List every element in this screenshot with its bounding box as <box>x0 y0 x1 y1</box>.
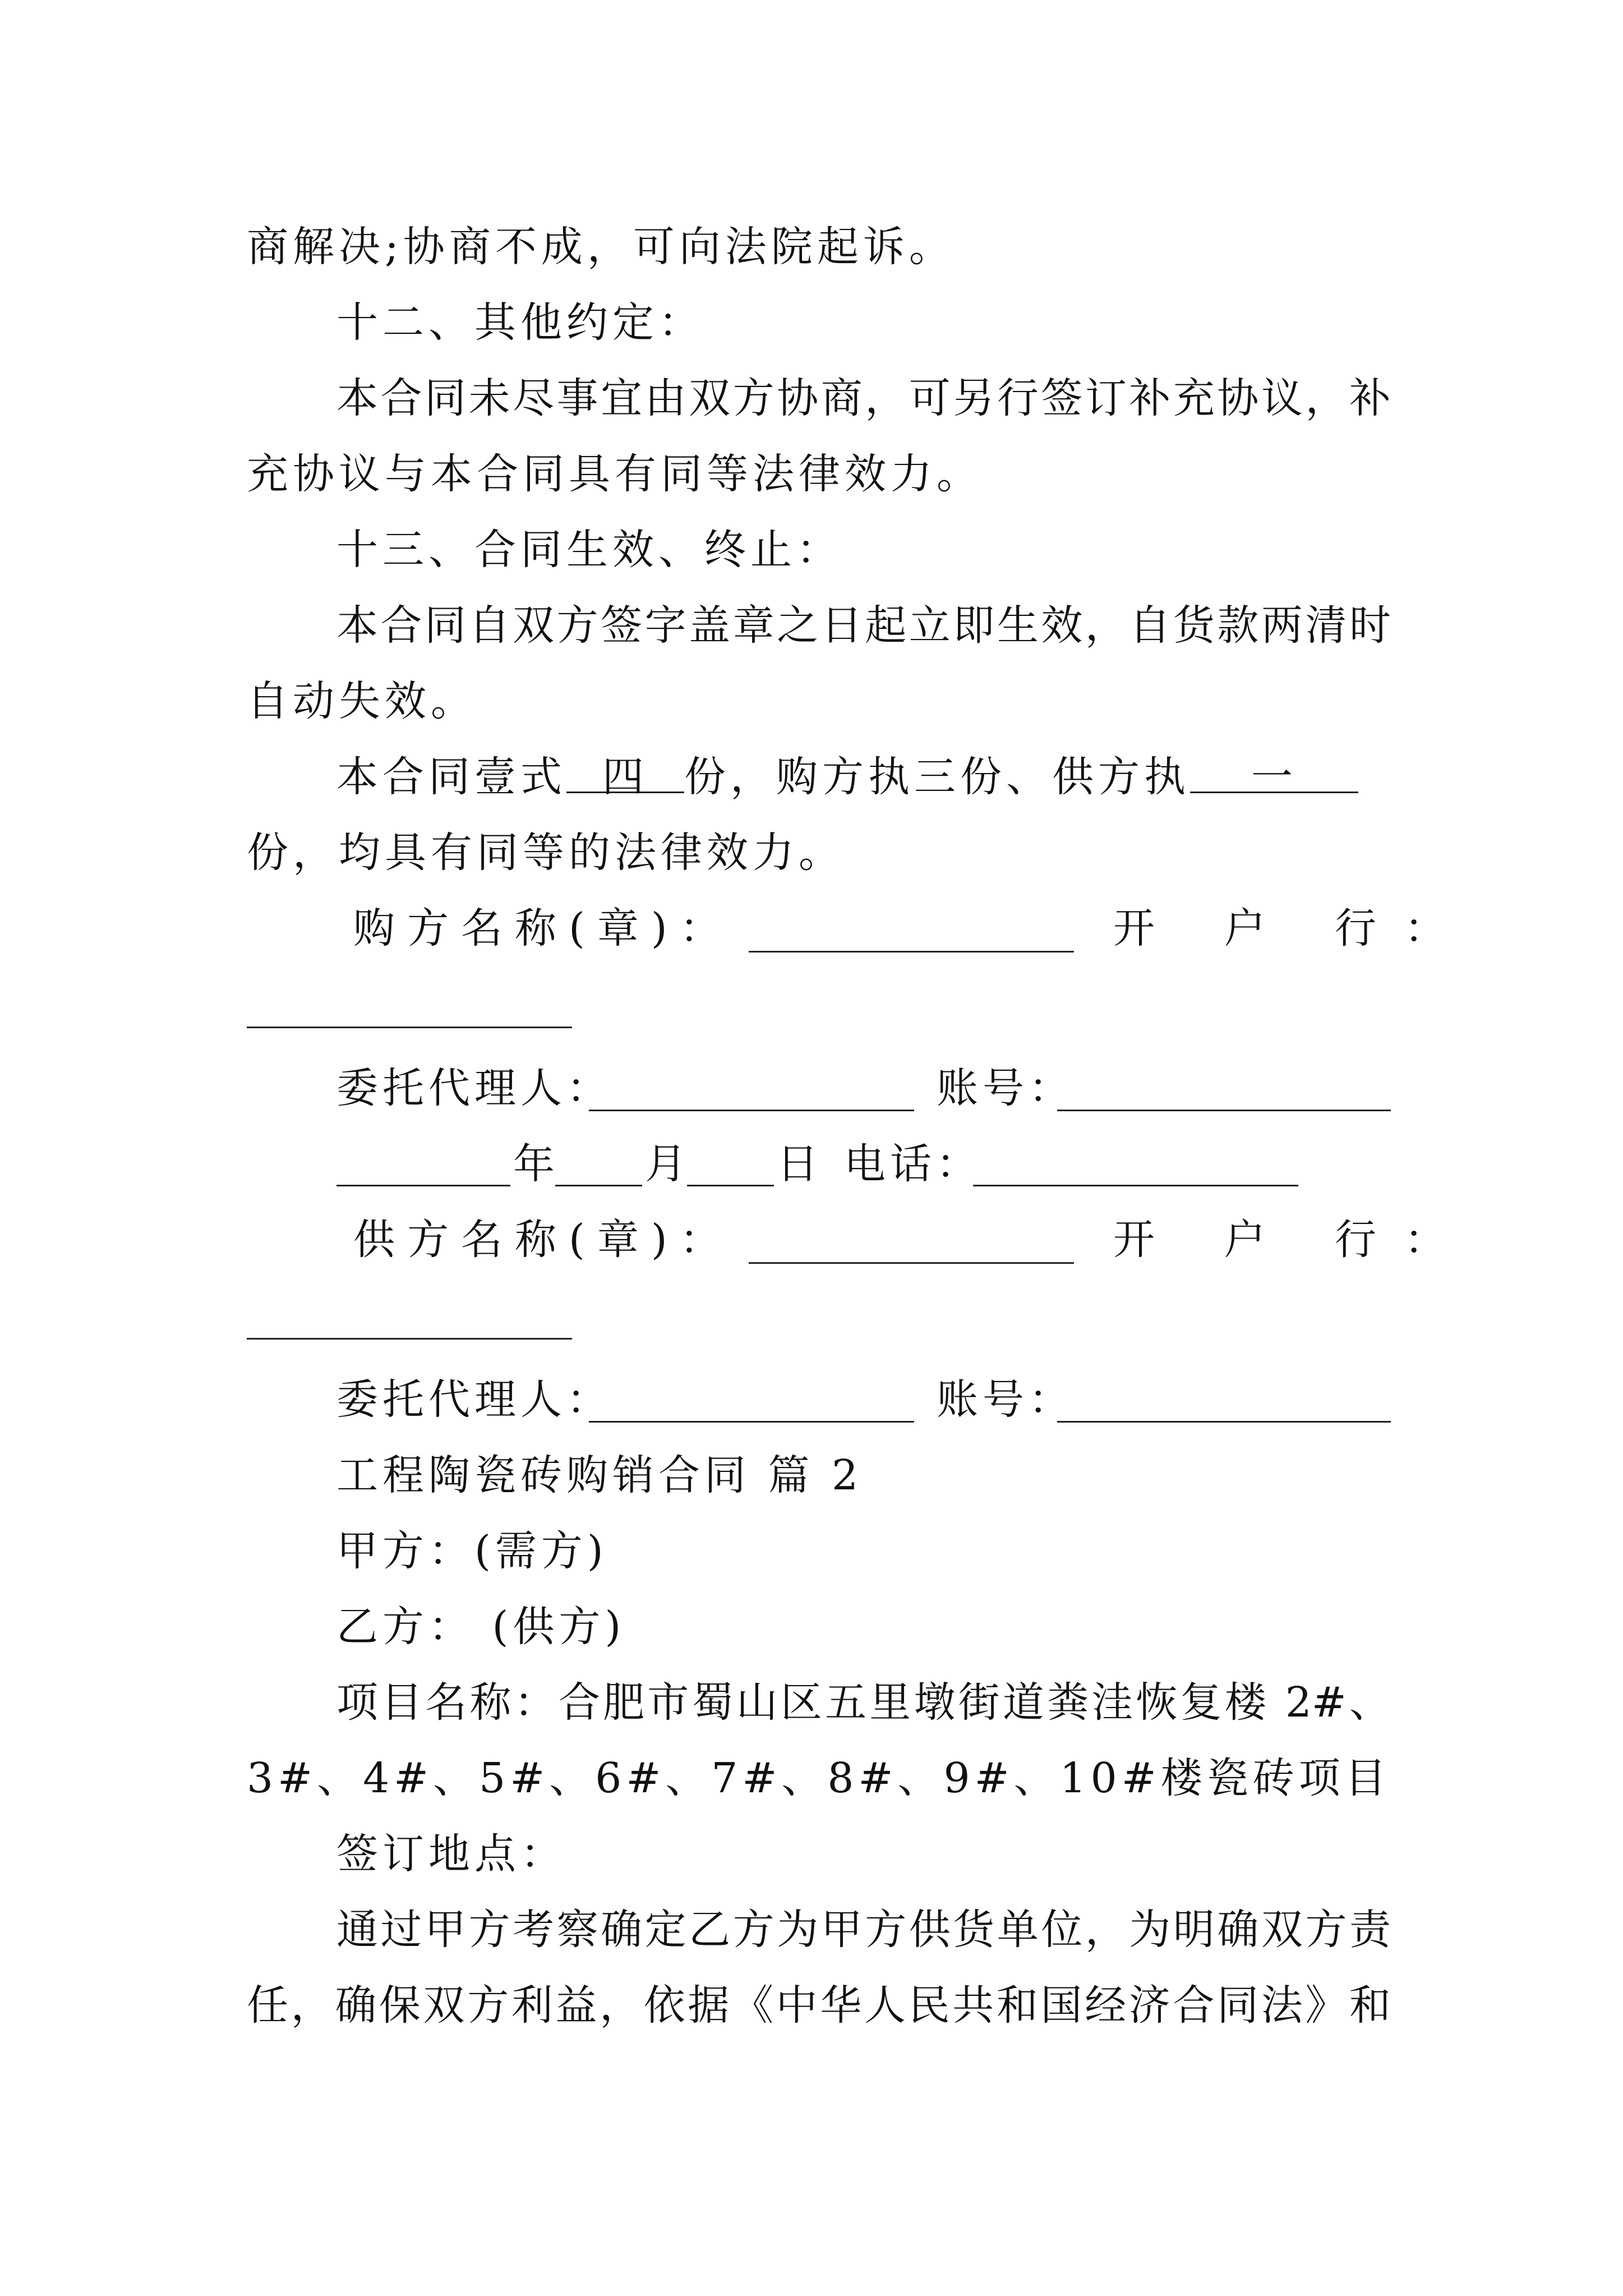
buyer-account-label: 账号： <box>937 1064 1075 1112</box>
text-line: 充协议与本合同具有同等法律效力。 <box>247 450 983 498</box>
seller-name-field <box>749 1262 1074 1264</box>
day-label: 日 <box>777 1140 823 1188</box>
buyer-year-field <box>336 1185 510 1186</box>
project-name-line: 项目名称：合肥市蜀山区五里墩街道粪洼恢复楼 2#、 <box>336 1678 1391 1727</box>
project-name-continued: 3#、4#、5#、6#、7#、8#、9#、10#楼瓷砖项目 <box>247 1754 1391 1802</box>
copies-total-value: 四 <box>602 753 648 801</box>
buyer-bank-field <box>247 1027 572 1028</box>
party-b-line: 乙方： (供方) <box>336 1603 626 1651</box>
text-line: 本合同未尽事宜由双方协商，可另行签订补充协议，补 <box>336 374 1391 422</box>
buyer-account-field <box>1057 1110 1391 1111</box>
seller-agent-label: 委托代理人： <box>336 1375 612 1424</box>
copies-text-c: 份，购方执三份、供方执 <box>684 753 1190 801</box>
buyer-agent-field <box>589 1110 914 1111</box>
seller-name-label: 供方名称(章)： <box>353 1216 734 1264</box>
copies-line <box>336 749 1391 805</box>
buyer-phone-field <box>973 1185 1298 1186</box>
text-line: 份，均具有同等的法律效力。 <box>247 829 845 877</box>
sign-place-line: 签订地点： <box>336 1830 566 1878</box>
seller-bank-field <box>247 1338 572 1340</box>
seller-agent-field <box>589 1421 914 1423</box>
seller-account-label: 账号： <box>937 1375 1075 1424</box>
seller-bank-label: 开 户 行： <box>1113 1216 1474 1264</box>
buyer-bank-label: 开 户 行： <box>1113 904 1474 953</box>
section-title: 工程陶瓷砖购销合同 篇 2 <box>336 1451 863 1499</box>
party-a-line: 甲方：(需方) <box>336 1527 608 1575</box>
buyer-name-field <box>749 951 1074 953</box>
year-label: 年 <box>513 1140 559 1188</box>
section-heading: 十三、合同生效、终止： <box>336 526 842 574</box>
text-line: 商解决;协商不成，可向法院起诉。 <box>247 223 955 271</box>
intro-line-continued: 任，确保双方利益，依据《中华人民共和国经济合同法》和 <box>247 1981 1391 2030</box>
seller-account-field <box>1057 1421 1391 1423</box>
text-line: 本合同自双方签字盖章之日起立即生效，自货款两清时 <box>336 601 1391 650</box>
buyer-agent-label: 委托代理人： <box>336 1064 612 1112</box>
copies-seller-value: 一 <box>1251 753 1297 801</box>
phone-label: 电话： <box>844 1140 982 1188</box>
copies-seller-field <box>1190 749 1358 801</box>
buyer-month-field <box>555 1185 642 1186</box>
section-heading: 十二、其他约定： <box>336 298 704 347</box>
month-label: 月 <box>645 1140 691 1188</box>
text-line: 自动失效。 <box>247 677 477 725</box>
copies-text-a: 本合同壹式 <box>336 753 566 801</box>
buyer-day-field <box>687 1185 774 1186</box>
copies-total-field <box>566 749 684 801</box>
intro-line: 通过甲方考察确定乙方为甲方供货单位，为明确双方责 <box>336 1906 1391 1954</box>
buyer-name-label: 购方名称(章)： <box>353 904 734 953</box>
